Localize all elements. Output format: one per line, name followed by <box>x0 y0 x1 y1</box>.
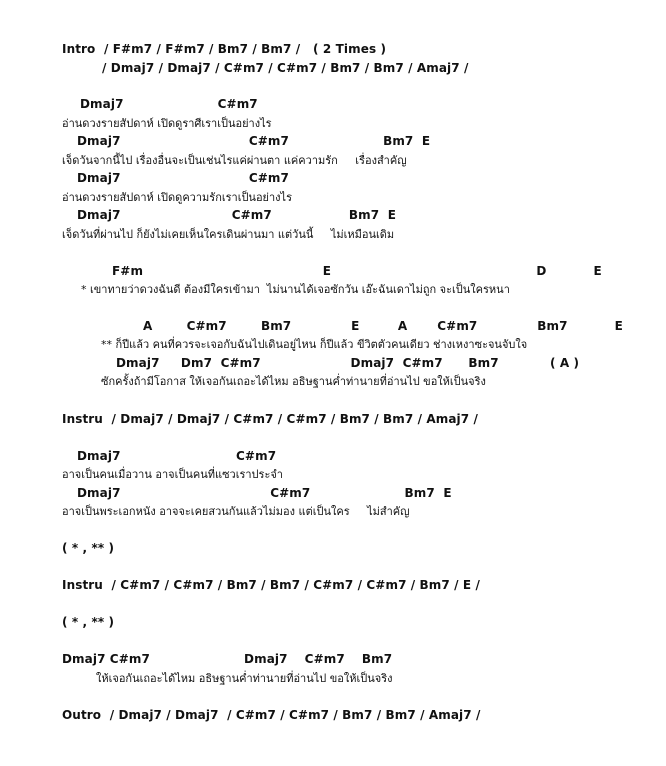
verse1-chords-4: Dmaj7 C#m7 Bm7 E <box>77 208 397 222</box>
ending-lyric: ให้เจอกันเถอะได้ไหม อธิษฐานค่ำท่านายที่อ่านไป ขอให้เป็นจริง <box>96 672 393 685</box>
verse1-chords-3: Dmaj7 C#m7 <box>77 171 289 185</box>
prechorus-lyric: * เขาทายว่าดวงฉันดี ต้องมีใครเข้ามา ไม่นานได้เจอซักวัน เอ๊ะฉันเดาไม่ถูก จะเป็นใครหนา <box>81 283 510 296</box>
verse2-chords-1: Dmaj7 C#m7 <box>77 449 277 463</box>
verse1-lyric-1: อ่านดวงรายสัปดาห์ เปิดดูราศีเราเป็นอย่างไร <box>62 117 272 130</box>
instrumental-line-2: Instru / C#m7 / C#m7 / Bm7 / Bm7 / C#m7 / C#m7 / Bm7 / E / <box>62 578 480 592</box>
outro-line: Outro / Dmaj7 / Dmaj7 / C#m7 / C#m7 / Bm7 / Bm7 / Amaj7 / <box>62 708 481 722</box>
verse1-lyric-4: เจ็ดวันที่ผ่านไป ก็ยังไม่เคยเห็นใครเดินผ่านมา แต่วันนี้ ไม่เหมือนเดิม <box>62 228 395 241</box>
verse1-lyric-3: อ่านดวงรายสัปดาห์ เปิดดูความรักเราเป็นอย่างไร <box>62 191 292 204</box>
chorus-chords-1: A C#m7 Bm7 E A C#m7 Bm7 E <box>143 319 623 333</box>
intro-line-2: / Dmaj7 / Dmaj7 / C#m7 / C#m7 / Bm7 / Bm7 / Amaj7 / <box>102 61 469 75</box>
verse2-chords-2: Dmaj7 C#m7 Bm7 E <box>77 486 452 500</box>
chorus-lyric-1: ** ก็ปีแล้ว คนที่ควรจะเจอกับฉันไปเดินอยู่ไหน ก็ปีแล้ว ขีวิตตัวคนเดียว ช่างเหงาซะจนจับใจ <box>101 338 528 351</box>
ending-chords: Dmaj7 C#m7 Dmaj7 C#m7 Bm7 <box>62 652 393 666</box>
intro-line-1: Intro / F#m7 / F#m7 / Bm7 / Bm7 / ( 2 Times ) <box>62 42 387 56</box>
repeat-marker-2: ( * , ** ) <box>62 615 115 629</box>
verse1-chords-2: Dmaj7 C#m7 Bm7 E <box>77 134 431 148</box>
chorus-lyric-2: ซักครั้งถ้ามีโอกาส ให้เจอกันเถอะได้ไหม อธิษฐานค่ำท่านายที่อ่านไป ขอให้เป็นจริง <box>101 375 486 388</box>
verse1-chords-1: Dmaj7 C#m7 <box>80 97 258 111</box>
verse2-lyric-2: อาจเป็นพระเอกหนัง อาจจะเคยสวนกันแล้วไม่มอง แต่เป็นใคร ไม่สำคัญ <box>62 505 410 518</box>
instrumental-line-1: Instru / Dmaj7 / Dmaj7 / C#m7 / C#m7 / Bm7 / Bm7 / Amaj7 / <box>62 412 478 426</box>
verse2-lyric-1: อาจเป็นคนเมื่อวาน อาจเป็นคนที่แซวเราประจำ <box>62 468 283 481</box>
chorus-chords-2: Dmaj7 Dm7 C#m7 Dmaj7 C#m7 Bm7 ( A ) <box>116 356 580 370</box>
prechorus-chords: F#m E D E <box>112 264 602 278</box>
verse1-lyric-2: เจ็ดวันจากนี้ไป เรื่องอื่นจะเป็นเช่นไรแค่ผ่านตา แค่ความรัก เรื่องสำคัญ <box>62 154 407 167</box>
repeat-marker-1: ( * , ** ) <box>62 541 115 555</box>
